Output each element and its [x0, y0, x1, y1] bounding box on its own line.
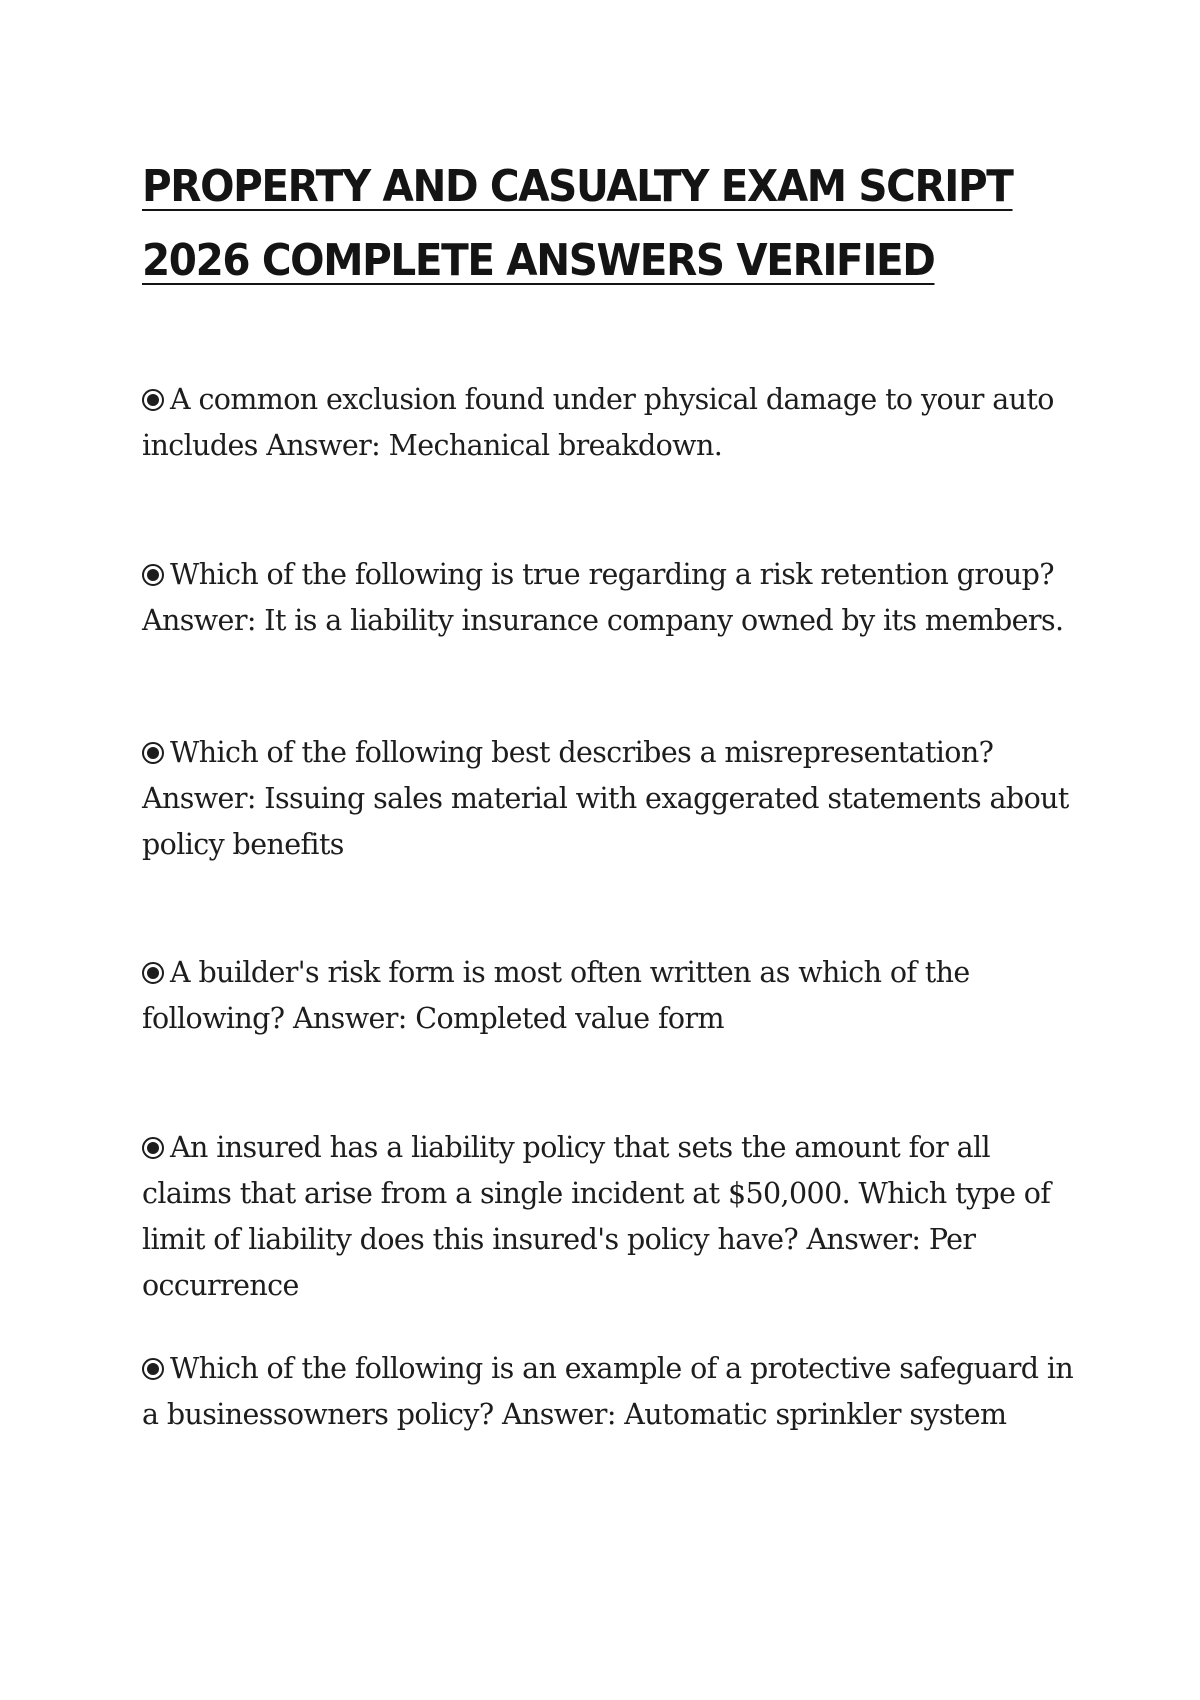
document-title: [142, 150, 1102, 298]
question-answer-text: Which of the following best describes a misrepresentation? Answer: Issuing sales material with exaggerated statements about policy benefits: [142, 736, 1069, 861]
radio-bullet-icon: [142, 1137, 164, 1159]
list-item: [142, 1346, 1082, 1438]
radio-bullet-icon: [142, 564, 164, 586]
question-answer-text: Which of the following is an example of a protective safeguard in a businessowners policy? Answer: Automatic sprinkler system: [142, 1352, 1074, 1431]
question-answer-text: A common exclusion found under physical damage to your auto includes Answer: Mechanical breakdown.: [142, 383, 1054, 462]
list-item: [142, 730, 1082, 868]
question-answer-text: A builder's risk form is most often written as which of the following? Answer: Completed value form: [142, 956, 970, 1035]
question-answer-text: Which of the following is true regarding a risk retention group? Answer: It is a liability insurance company owned by its members.: [142, 558, 1064, 637]
list-item: [142, 1125, 1082, 1309]
radio-bullet-icon: [142, 389, 164, 411]
radio-bullet-icon: [142, 1358, 164, 1380]
list-item: [142, 552, 1082, 644]
title-line-2: 2026 COMPLETE ANSWERS VERIFIED: [142, 235, 935, 286]
list-item: [142, 377, 1082, 469]
question-answer-text: An insured has a liability policy that sets the amount for all claims that arise from a single incident at $50,000. Which type of limit of liability does this insured's policy have? Answer: Per occurrence: [142, 1131, 1051, 1302]
title-line-1: PROPERTY AND CASUALTY EXAM SCRIPT: [142, 161, 1013, 212]
radio-bullet-icon: [142, 962, 164, 984]
list-item: [142, 950, 1082, 1042]
radio-bullet-icon: [142, 742, 164, 764]
